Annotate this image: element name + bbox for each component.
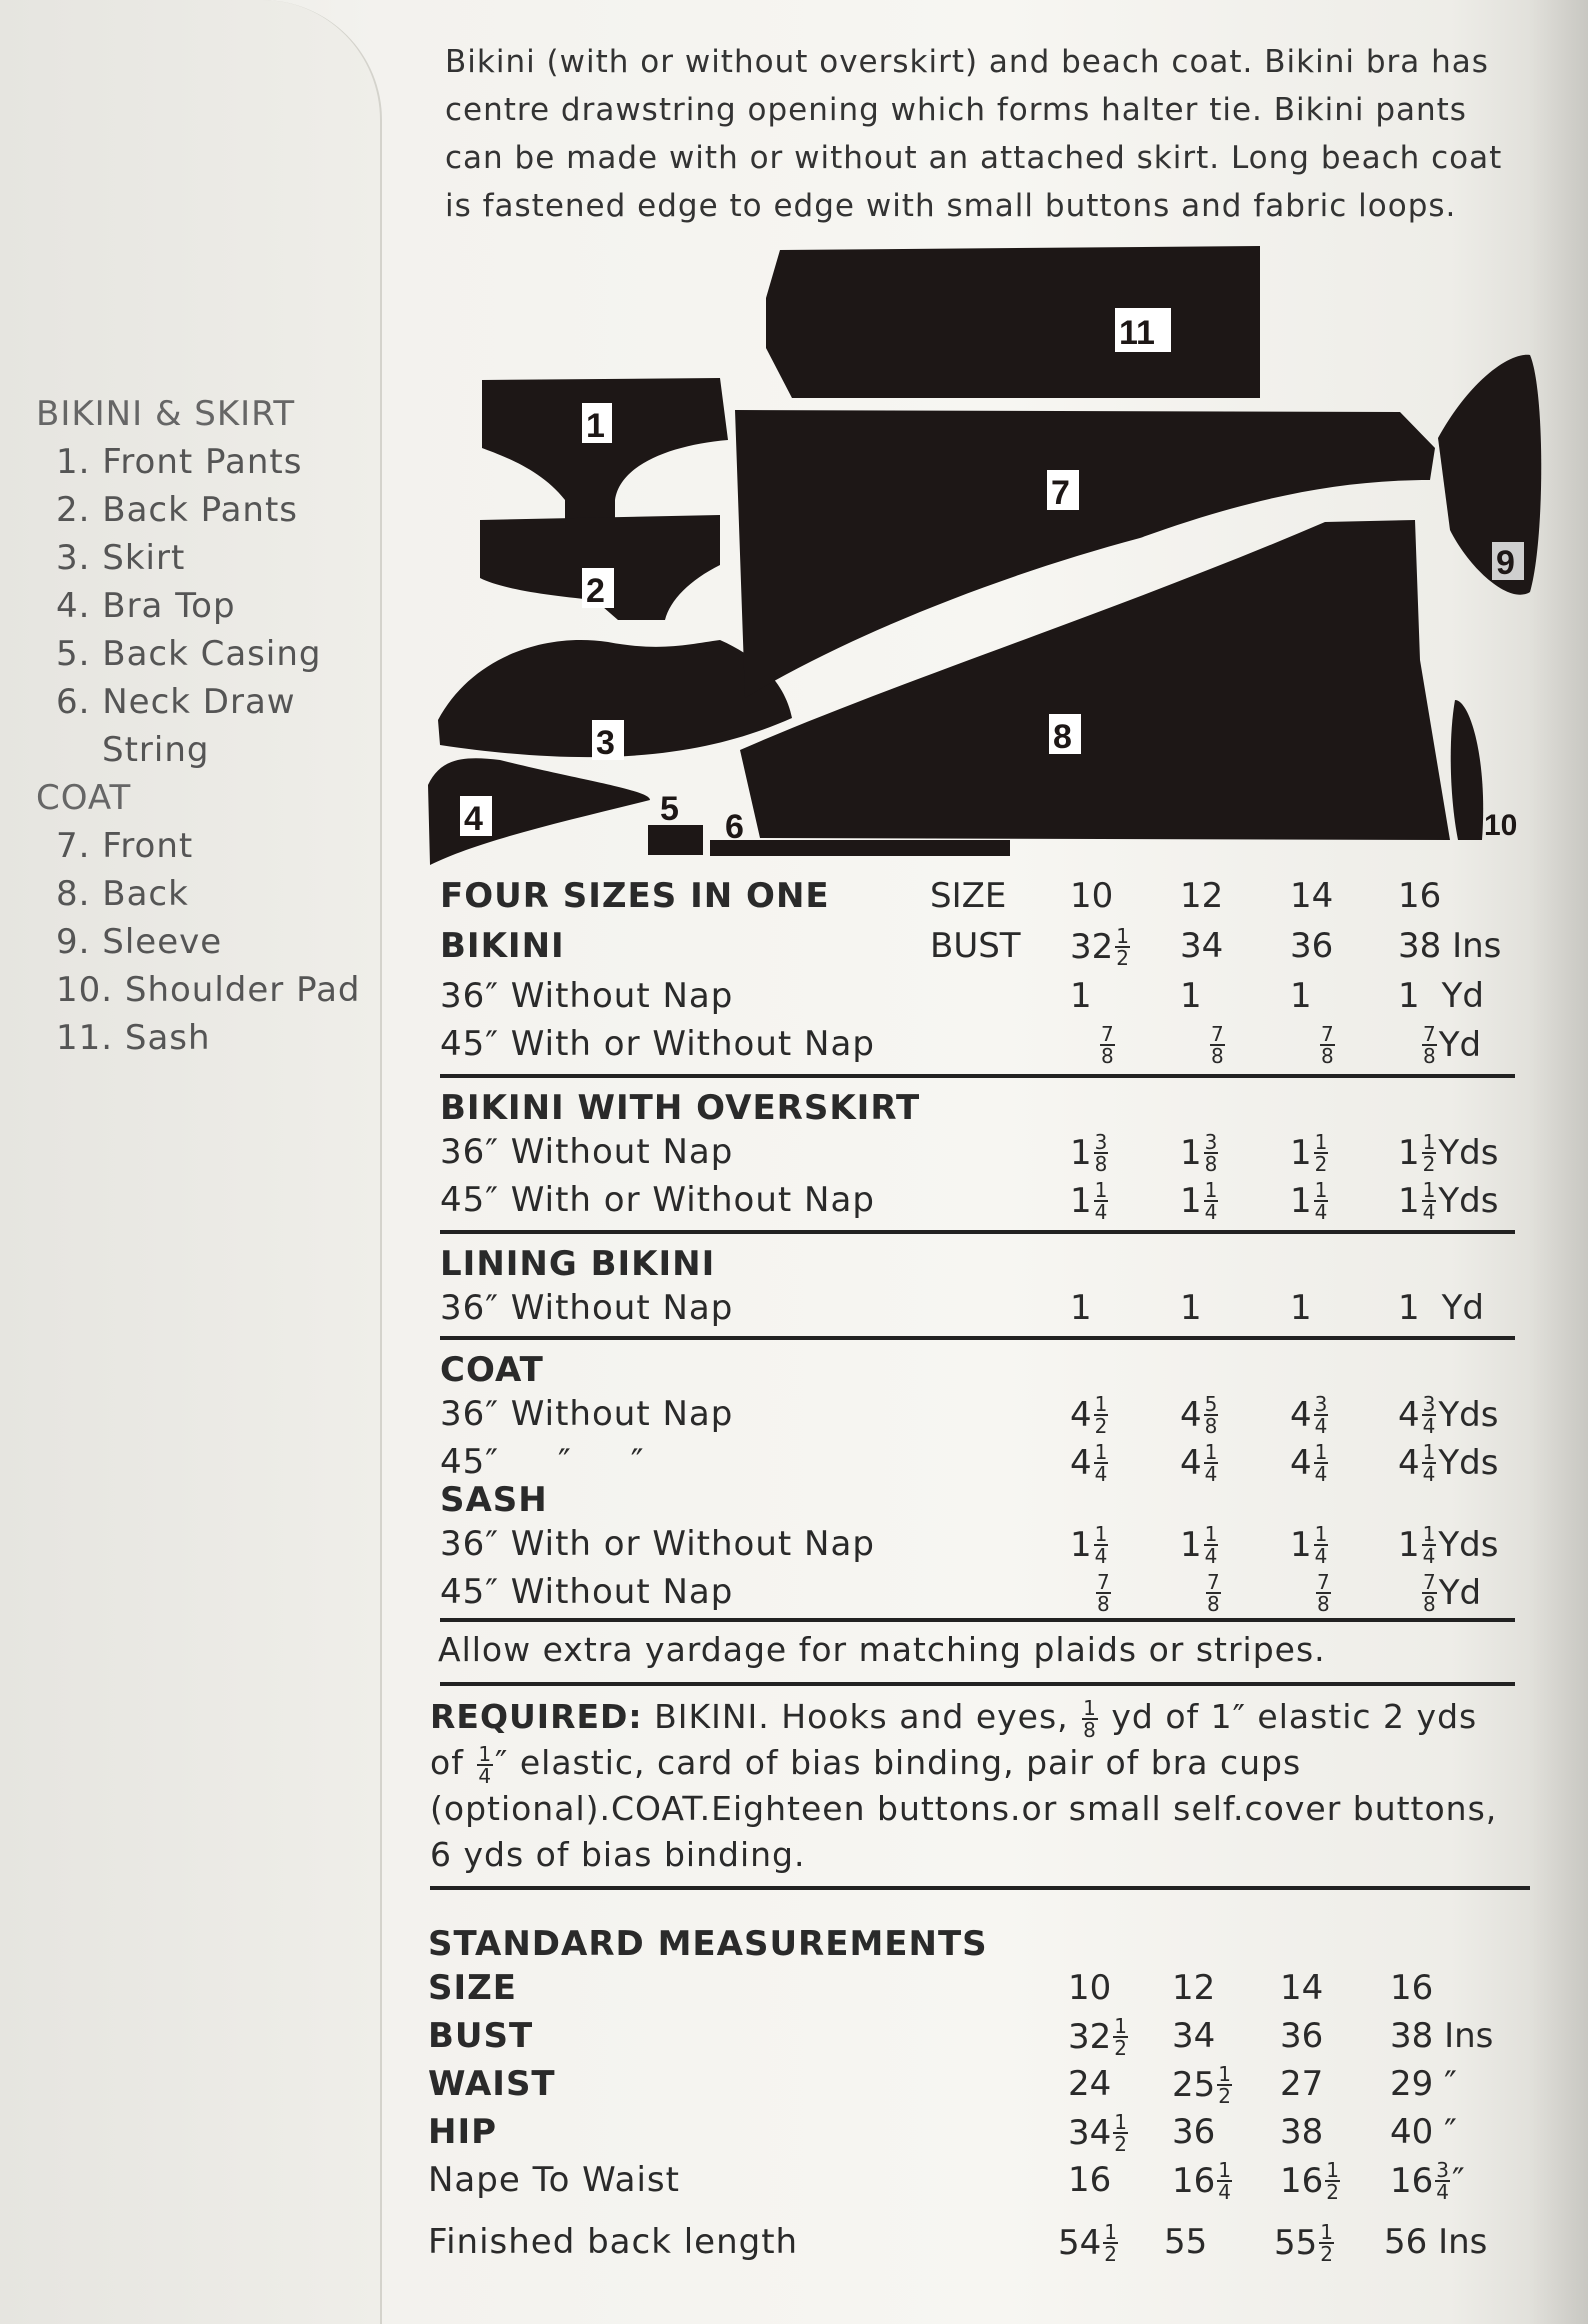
fabric-width-label: 45″ ″ ″ [440, 1442, 645, 1482]
table-row [0, 1346, 1588, 1394]
divider [440, 1336, 1515, 1340]
measure-value: 16 [1068, 2160, 1112, 2200]
size-label: SIZE [930, 876, 1007, 916]
table-row [0, 972, 1588, 1020]
yardage-value: 4 $\frac{1}{2}$ [1070, 1392, 1108, 1438]
yardage-value: 4 $\frac{1}{4}$ [1290, 1440, 1328, 1486]
required-line: (optional).COAT.Eighteen buttons.or small self.cover buttons, [430, 1789, 1498, 1828]
plaids-note: Allow extra yardage for matching plaids or stripes. [438, 1630, 1326, 1669]
list-item: 1. Front Pants [56, 442, 303, 482]
measure-value: 27 [1280, 2064, 1324, 2104]
bust-value: 32 $\frac{1}{2}$ [1070, 924, 1129, 970]
yardage-value: 1 [1290, 1288, 1312, 1328]
list-heading: BIKINI & SKIRT [36, 394, 296, 434]
size-value: 14 [1290, 876, 1334, 916]
measure-value: 40 ″ [1390, 2112, 1457, 2152]
yardage-value: 1 $\frac{1}{4}$ [1180, 1522, 1218, 1568]
yardage-value: $\frac{7}{8}$ Yd [1423, 1022, 1482, 1068]
yardage-value: 4 $\frac{3}{4}$ Yds [1398, 1392, 1499, 1438]
yardage-value: 1 $\frac{1}{4}$ [1290, 1178, 1328, 1224]
yardage-value: 1 Yd [1398, 1288, 1484, 1328]
measure-value: 24 [1068, 2064, 1112, 2104]
list-item: 5. Back Casing [56, 634, 322, 674]
table-row [0, 1964, 1588, 2012]
table-row [0, 2012, 1588, 2060]
piece-11-sash [766, 246, 1260, 398]
measure-value: 38 Ins [1390, 2016, 1494, 2056]
fabric-width-label: 45″ With or Without Nap [440, 1180, 875, 1220]
measure-value: 12 [1172, 1968, 1216, 2008]
size-value: 10 [1070, 876, 1114, 916]
yardage-value: 1 $\frac{3}{8}$ [1070, 1130, 1108, 1176]
list-item: 10. Shoulder Pad [56, 970, 361, 1010]
yardage-value: 1 $\frac{1}{4}$ Yds [1398, 1178, 1499, 1224]
table-row [0, 1476, 1588, 1524]
piece-9-sleeve [1438, 355, 1541, 595]
yardage-value: 4 $\frac{1}{4}$ [1070, 1440, 1108, 1486]
measure-value: 16 $\frac{3}{4}$ ″ [1390, 2158, 1465, 2204]
measure-label: HIP [428, 2112, 498, 2152]
measure-value: 14 [1280, 1968, 1324, 2008]
four-sizes-title: FOUR SIZES IN ONE [440, 876, 830, 916]
size-value: 12 [1180, 876, 1224, 916]
yardage-value: 1 Yd [1398, 976, 1484, 1016]
table-row [0, 1240, 1588, 1288]
table-row [0, 2156, 1588, 2204]
fabric-width-label: 36″ Without Nap [440, 1394, 734, 1434]
yardage-value: 1 $\frac{1}{2}$ [1290, 1130, 1328, 1176]
section-heading: STANDARD MEASUREMENTS [428, 1924, 988, 1964]
piece-label-4: 4 [464, 800, 483, 838]
measure-value: 55 [1164, 2222, 1208, 2262]
measure-value: 29 ″ [1390, 2064, 1457, 2104]
piece-6-neck-draw-string [710, 840, 1010, 856]
piece-label-3: 3 [596, 724, 615, 762]
list-item: 8. Back [56, 874, 189, 914]
section-heading: SASH [440, 1480, 548, 1520]
table-row [0, 1020, 1588, 1068]
yardage-value: 1 [1180, 976, 1202, 1016]
list-item: 11. Sash [56, 1018, 211, 1058]
divider [440, 1682, 1515, 1686]
list-item: 7. Front [56, 826, 194, 866]
bust-value: 34 [1180, 926, 1224, 966]
table-row [0, 1084, 1588, 1132]
table-row [0, 2218, 1588, 2266]
piece-label-10: 10 [1484, 809, 1518, 842]
yardage-value: 1 $\frac{1}{4}$ Yds [1398, 1522, 1499, 1568]
required-notions [430, 1694, 1530, 1878]
fabric-width-label: 36″ Without Nap [440, 976, 734, 1016]
yardage-value: 1 [1290, 976, 1312, 1016]
yardage-value: 1 $\frac{1}{4}$ [1070, 1178, 1108, 1224]
piece-label-1: 1 [586, 407, 605, 445]
table-row [0, 2108, 1588, 2156]
measure-value: 56 Ins [1384, 2222, 1488, 2262]
yardage-value: 1 [1070, 1288, 1092, 1328]
list-heading: COAT [36, 778, 132, 818]
table-row [0, 2060, 1588, 2108]
table-row [0, 1176, 1588, 1224]
measure-label: WAIST [428, 2064, 556, 2104]
yardage-value: 1 $\frac{1}{2}$ Yds [1398, 1130, 1499, 1176]
measure-value: 16 $\frac{1}{2}$ [1280, 2158, 1339, 2204]
divider [440, 1230, 1515, 1234]
measure-value: 36 [1280, 2016, 1324, 2056]
yardage-value: 1 [1070, 976, 1092, 1016]
measure-label: Finished back length [428, 2222, 799, 2262]
section-heading: LINING BIKINI [440, 1244, 716, 1284]
description-line: is fastened edge to edge with small buttons and fabric loops. [445, 188, 1457, 224]
yardage-value: $\frac{7}{8}$ [1207, 1570, 1220, 1616]
table-row [0, 1568, 1588, 1616]
measure-value: 25 $\frac{1}{2}$ [1172, 2062, 1231, 2108]
measure-value: 16 [1390, 1968, 1434, 2008]
table-row [0, 1920, 1588, 1968]
bust-value: 38 Ins [1398, 926, 1502, 966]
table-row [0, 1128, 1588, 1176]
piece-label-6: 6 [725, 808, 744, 846]
table-row [0, 1520, 1588, 1568]
yardage-value: 4 $\frac{5}{8}$ [1180, 1392, 1218, 1438]
measure-value: 55 $\frac{1}{2}$ [1274, 2220, 1333, 2266]
yardage-value: $\frac{7}{8}$ [1097, 1570, 1110, 1616]
measure-label: SIZE [428, 1968, 518, 2008]
yardage-value: $\frac{7}{8}$ [1211, 1022, 1224, 1068]
yardage-value: 4 $\frac{3}{4}$ [1290, 1392, 1328, 1438]
measure-value: 36 [1172, 2112, 1216, 2152]
pattern-pieces-diagram [420, 240, 1550, 880]
yardage-value: 1 $\frac{3}{8}$ [1180, 1130, 1218, 1176]
measure-value: 32 $\frac{1}{2}$ [1068, 2014, 1127, 2060]
fraction: $\frac{1}{2}$ [1116, 924, 1129, 970]
measure-value: 16 $\frac{1}{4}$ [1172, 2158, 1231, 2204]
yardage-value: 1 $\frac{1}{4}$ [1180, 1178, 1218, 1224]
required-line: REQUIRED: BIKINI. Hooks and eyes, $\frac{1}{8}$ yd of 1″ elastic 2 yds [430, 1695, 1478, 1742]
required-line: 6 yds of bias binding. [430, 1835, 806, 1874]
divider [440, 1618, 1515, 1622]
table-row [0, 872, 1588, 920]
description-line: can be made with or without an attached skirt. Long beach coat [445, 140, 1503, 176]
measure-value: 34 $\frac{1}{2}$ [1068, 2110, 1127, 2156]
bust-value: 36 [1290, 926, 1334, 966]
table-row [0, 1284, 1588, 1332]
measure-label: Nape To Waist [428, 2160, 680, 2200]
pattern-description [445, 38, 1575, 230]
fabric-width-label: 36″ Without Nap [440, 1132, 734, 1172]
list-item: String [102, 730, 210, 770]
list-item: 6. Neck Draw [56, 682, 296, 722]
yardage-value: 4 $\frac{1}{4}$ [1180, 1440, 1218, 1486]
piece-label-7: 7 [1051, 474, 1070, 512]
piece-label-5: 5 [660, 790, 679, 828]
measure-value: 10 [1068, 1968, 1112, 2008]
fabric-width-label: 45″ Without Nap [440, 1572, 734, 1612]
yardage-value: $\frac{7}{8}$ [1321, 1022, 1334, 1068]
table-row [0, 1390, 1588, 1438]
piece-5-back-casing [648, 825, 703, 855]
piece-1-front-pants [482, 378, 728, 530]
yardage-value: 1 $\frac{1}{4}$ [1290, 1522, 1328, 1568]
yardage-value: 4 $\frac{1}{4}$ Yds [1398, 1440, 1499, 1486]
list-item: 2. Back Pants [56, 490, 299, 530]
yardage-value: $\frac{7}{8}$ Yd [1423, 1570, 1482, 1616]
piece-10-shoulder-pad [1451, 700, 1483, 840]
list-item: 3. Skirt [56, 538, 186, 578]
measure-value: 54 $\frac{1}{2}$ [1058, 2220, 1117, 2266]
description-line: centre drawstring opening which forms halter tie. Bikini pants [445, 92, 1467, 128]
piece-label-11: 11 [1119, 314, 1155, 352]
bikini-heading: BIKINI [440, 926, 565, 966]
piece-label-9: 9 [1496, 544, 1515, 582]
divider [430, 1886, 1530, 1890]
section-heading: BIKINI WITH OVERSKIRT [440, 1088, 921, 1128]
measure-label: BUST [428, 2016, 534, 2056]
measure-value: 34 [1172, 2016, 1216, 2056]
list-item: 4. Bra Top [56, 586, 236, 626]
table-row [0, 922, 1588, 970]
piece-label-8: 8 [1053, 718, 1072, 756]
required-line: of $\frac{1}{4}$ ″ elastic, card of bias binding, pair of bra cups [430, 1741, 1302, 1788]
yardage-value: 1 $\frac{1}{4}$ [1070, 1522, 1108, 1568]
fabric-width-label: 45″ With or Without Nap [440, 1024, 875, 1064]
fabric-width-label: 36″ With or Without Nap [440, 1524, 875, 1564]
bust-label: BUST [930, 926, 1021, 966]
yardage-value: $\frac{7}{8}$ [1317, 1570, 1330, 1616]
divider [440, 1074, 1515, 1078]
piece-label-2: 2 [586, 572, 605, 610]
list-item: 9. Sleeve [56, 922, 223, 962]
section-heading: COAT [440, 1350, 544, 1390]
fabric-width-label: 36″ Without Nap [440, 1288, 734, 1328]
measure-value: 38 [1280, 2112, 1324, 2152]
yardage-value: 1 [1180, 1288, 1202, 1328]
description-line: Bikini (with or without overskirt) and beach coat. Bikini bra has [445, 44, 1489, 80]
size-value: 16 [1398, 876, 1442, 916]
yardage-value: $\frac{7}{8}$ [1101, 1022, 1114, 1068]
